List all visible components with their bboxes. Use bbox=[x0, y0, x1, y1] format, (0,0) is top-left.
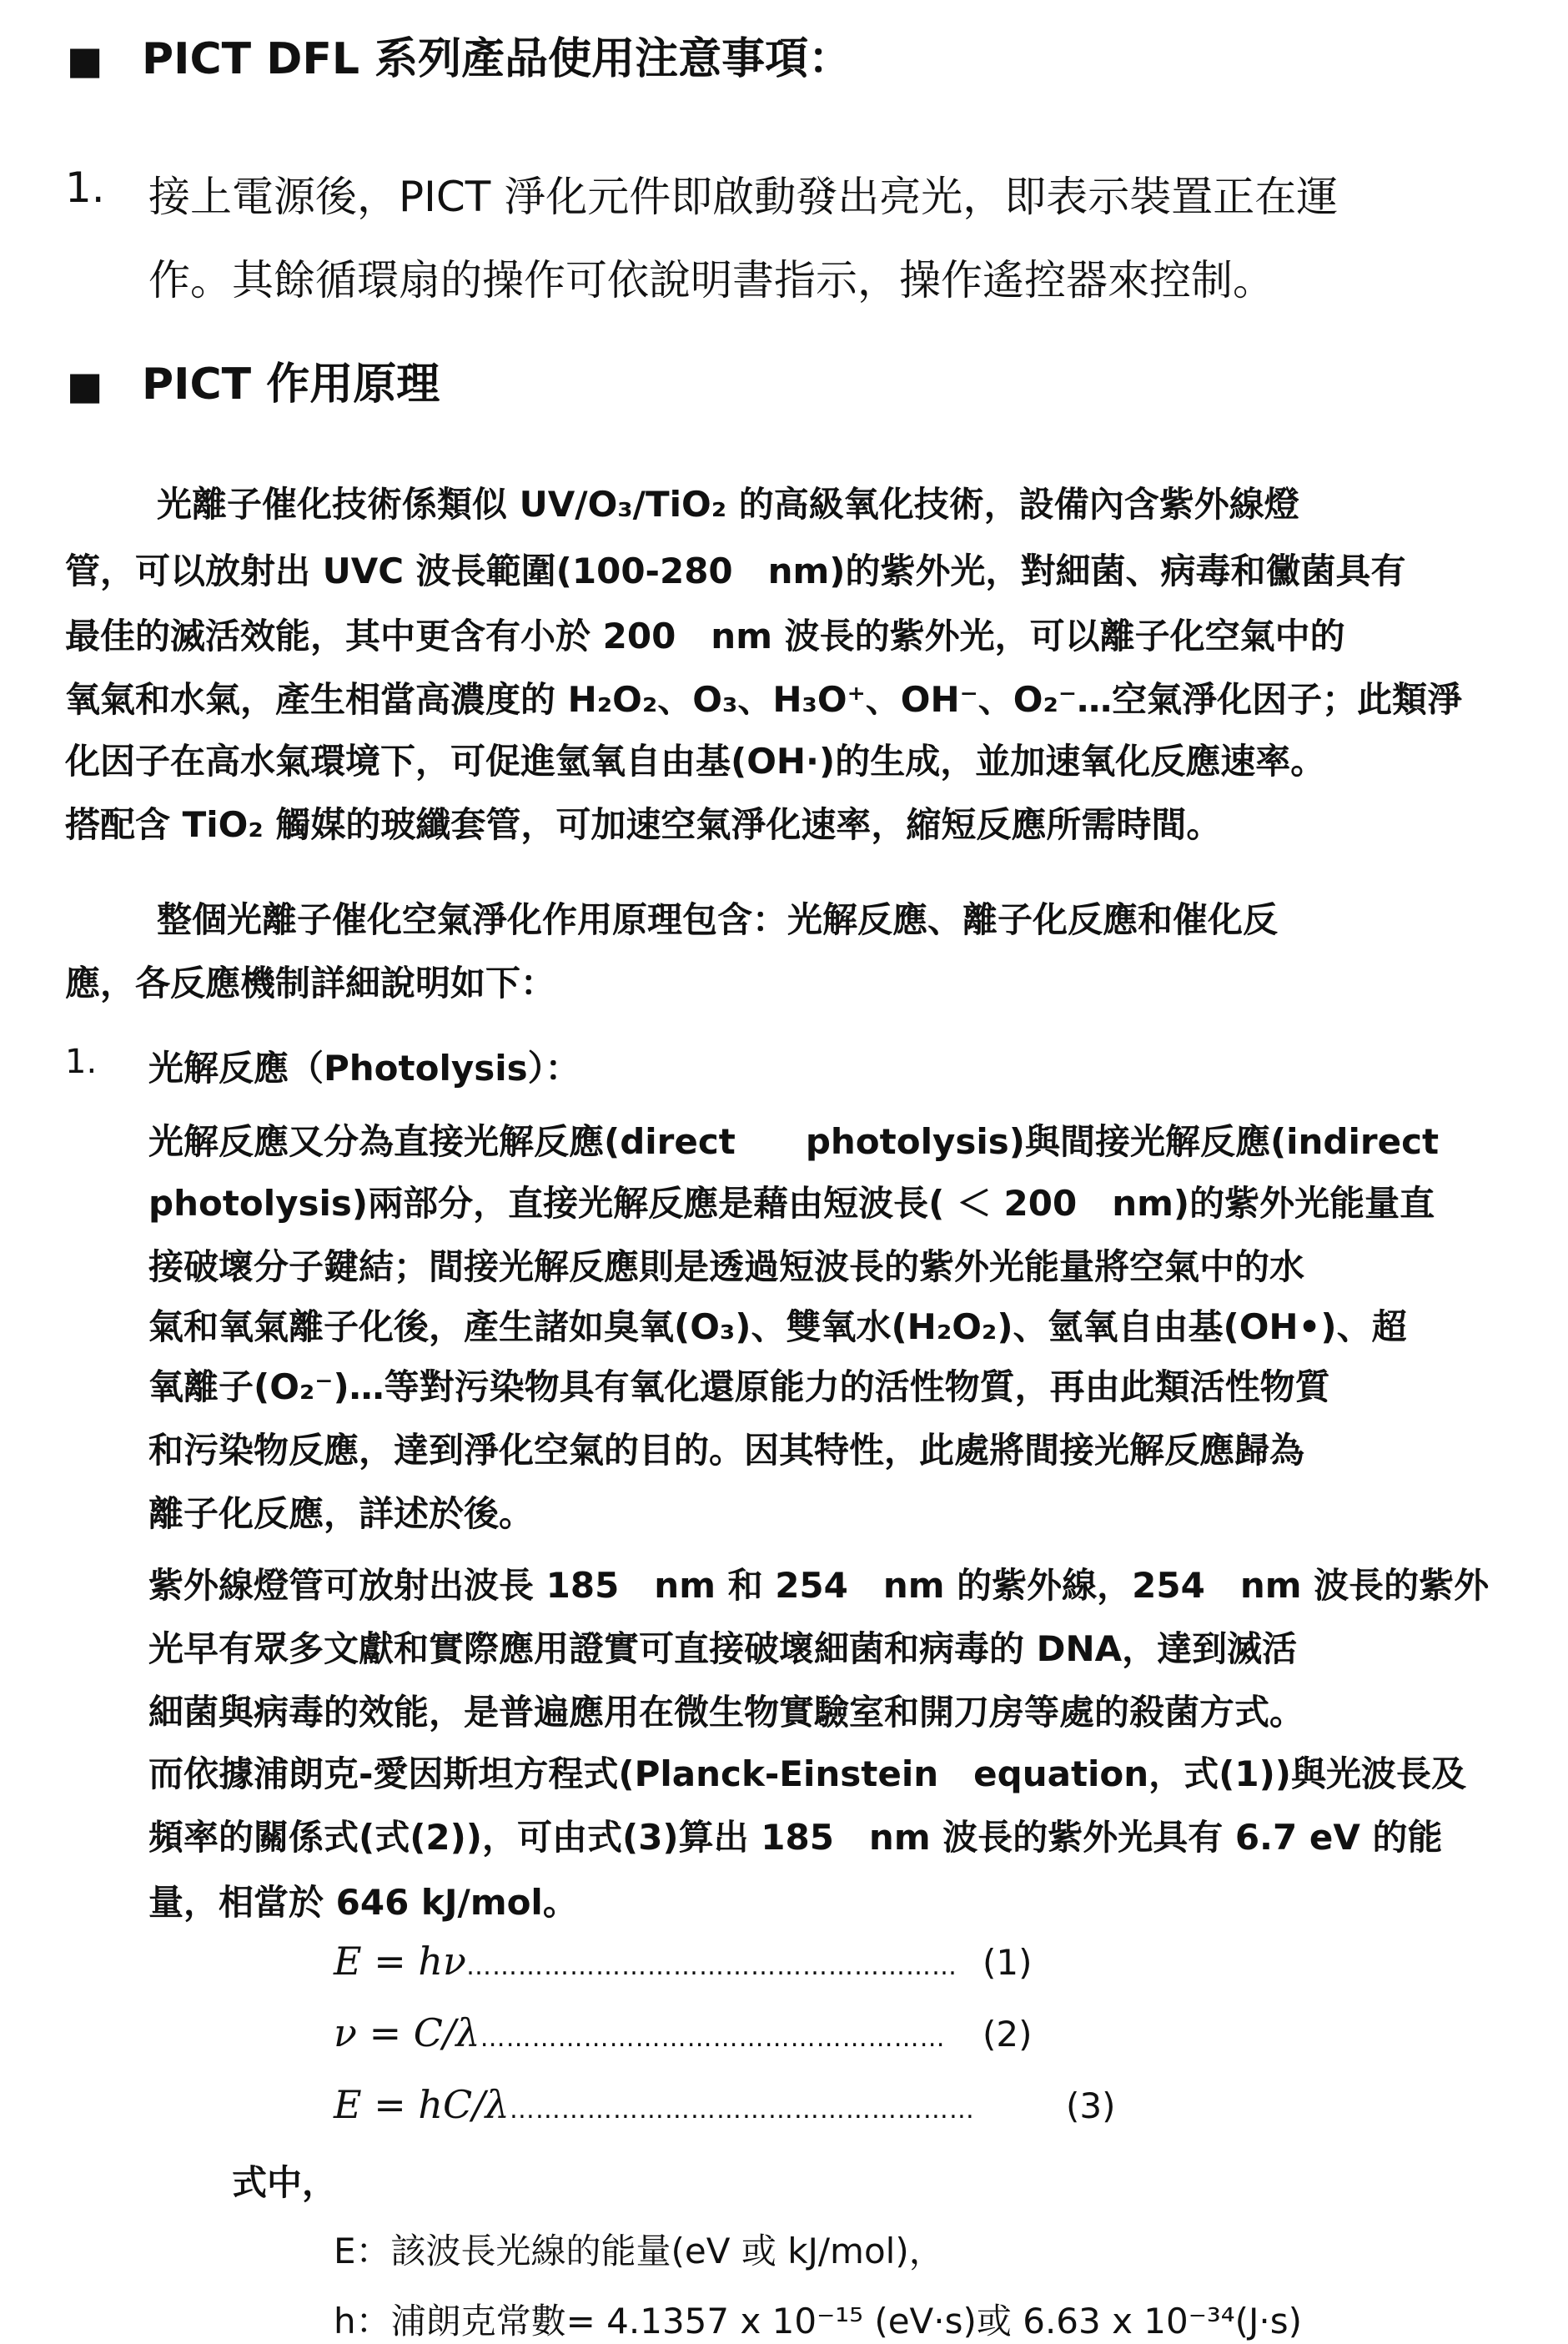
definition-line: E：該波長光線的能量(eV 或 kJ/mol)， bbox=[334, 2231, 944, 2271]
definition-line: h：浦朗克常數= 4.1357 x 10⁻¹⁵ (eV·s)或 6.63 x 10⁻³⁴(J·s) bbox=[334, 2301, 1302, 2341]
paragraph-line: 應，各反應機制詳細說明如下： bbox=[65, 963, 556, 1003]
paragraph-line: photolysis)兩部分，直接光解反應是藉由短波長( ＜ 200 nm)的紫外光能量直 bbox=[148, 1183, 1435, 1224]
where-label: 式中， bbox=[232, 2162, 338, 2203]
note-number: 1. bbox=[65, 163, 105, 212]
equation-2 bbox=[334, 2010, 946, 2055]
paragraph-line: 化因子在高水氣環境下，可促進氫氧自由基(OH·)的生成，並加速氧化反應速率。 bbox=[65, 741, 1326, 782]
square-bullet-icon: ■ bbox=[67, 363, 103, 408]
paragraph-line: 量，相當於 646 kJ/mol。 bbox=[148, 1882, 578, 1923]
paragraph-line: 接破壞分子鍵結；間接光解反應則是透過短波長的紫外光能量將空氣中的水 bbox=[148, 1246, 1305, 1287]
equation-expression: E = hC/λ bbox=[334, 2082, 510, 2127]
paragraph-line: 光離子催化技術係類似 UV/O₃/TiO₂ 的高級氧化技術，設備內含紫外線燈 bbox=[157, 484, 1299, 525]
section-heading-principle bbox=[67, 349, 440, 411]
paragraph-line: 紫外線燈管可放射出波長 185 nm 和 254 nm 的紫外線，254 nm 波長的紫外 bbox=[148, 1565, 1490, 1606]
paragraph-line: 和污染物反應，達到淨化空氣的目的。因其特性，此處將間接光解反應歸為 bbox=[148, 1430, 1305, 1471]
note-line: 作。其餘循環扇的操作可依說明書指示，操作遙控器來控制。 bbox=[148, 256, 1274, 304]
equation-3-number bbox=[1066, 2082, 1116, 2127]
section-heading-usage bbox=[67, 23, 852, 86]
equation-expression: E = hν bbox=[334, 1939, 466, 1984]
paragraph-line: 光解反應又分為直接光解反應(direct photolysis)與間接光解反應(indirect bbox=[148, 1121, 1440, 1162]
paragraph-line: 最佳的滅活效能，其中更含有小於 200 nm 波長的紫外光，可以離子化空氣中的 bbox=[65, 616, 1345, 656]
equation-1 bbox=[334, 1939, 957, 1984]
paragraph-line: 氣和氧氣離子化後，產生諸如臭氧(O₃)、雙氧水(H₂O₂)、氫氧自由基(OH•)、超 bbox=[148, 1306, 1407, 1347]
paragraph-line: 光早有眾多文獻和實際應用證實可直接破壞細菌和病毒的 DNA，達到滅活 bbox=[148, 1628, 1298, 1669]
equation-2-number bbox=[983, 2010, 1033, 2055]
equation-number: (3) bbox=[1066, 2085, 1116, 2126]
section-heading-text: PICT 作用原理 bbox=[142, 360, 440, 410]
paragraph-line: 氧氣和水氣，產生相當高濃度的 H₂O₂、O₃、H₃O⁺、OH⁻、O₂⁻…空氣淨化因子；此類淨 bbox=[65, 679, 1463, 720]
equation-leader-dots: ……………………………………………… bbox=[480, 2024, 946, 2053]
item-number: 1. bbox=[65, 1043, 98, 1081]
paragraph-line: 細菌與病毒的效能，是普遍應用在微生物實驗室和開刀房等處的殺菌方式。 bbox=[148, 1692, 1305, 1733]
equation-3 bbox=[334, 2082, 975, 2127]
equation-leader-dots: ……………………………………………… bbox=[509, 2095, 975, 2125]
paragraph-line: 而依據浦朗克-愛因斯坦方程式(Planck-Einstein equation，式(1))與光波長及 bbox=[148, 1753, 1466, 1794]
equation-number: (1) bbox=[983, 1942, 1033, 1983]
paragraph-line: 氧離子(O₂⁻)…等對污染物具有氧化還原能力的活性物質，再由此類活性物質 bbox=[148, 1366, 1330, 1407]
paragraph-line: 離子化反應，詳述於後。 bbox=[148, 1493, 535, 1534]
section-heading-text: PICT DFL 系列產品使用注意事項： bbox=[142, 34, 852, 84]
note-line: 接上電源後，PICT 淨化元件即啟動發出亮光，即表示裝置正在運 bbox=[148, 173, 1339, 221]
equation-expression: ν = C/λ bbox=[334, 2010, 480, 2055]
item-title: 光解反應（Photolysis）： bbox=[148, 1048, 580, 1089]
equation-1-number bbox=[983, 1939, 1033, 1984]
square-bullet-icon: ■ bbox=[67, 38, 103, 83]
equation-number: (2) bbox=[983, 2014, 1033, 2055]
paragraph-line: 頻率的關係式(式(2))，可由式(3)算出 185 nm 波長的紫外光具有 6.7 eV 的能 bbox=[148, 1817, 1443, 1858]
paragraph-line: 管，可以放射出 UVC 波長範圍(100-280 nm)的紫外光，對細菌、病毒和黴菌具有 bbox=[65, 551, 1406, 591]
equation-leader-dots: ………………………………………………… bbox=[465, 1952, 957, 1981]
paragraph-line: 整個光離子催化空氣淨化作用原理包含：光解反應、離子化反應和催化反 bbox=[157, 899, 1279, 940]
paragraph-line: 搭配含 TiO₂ 觸媒的玻纖套管，可加速空氣淨化速率，縮短反應所需時間。 bbox=[65, 804, 1222, 845]
